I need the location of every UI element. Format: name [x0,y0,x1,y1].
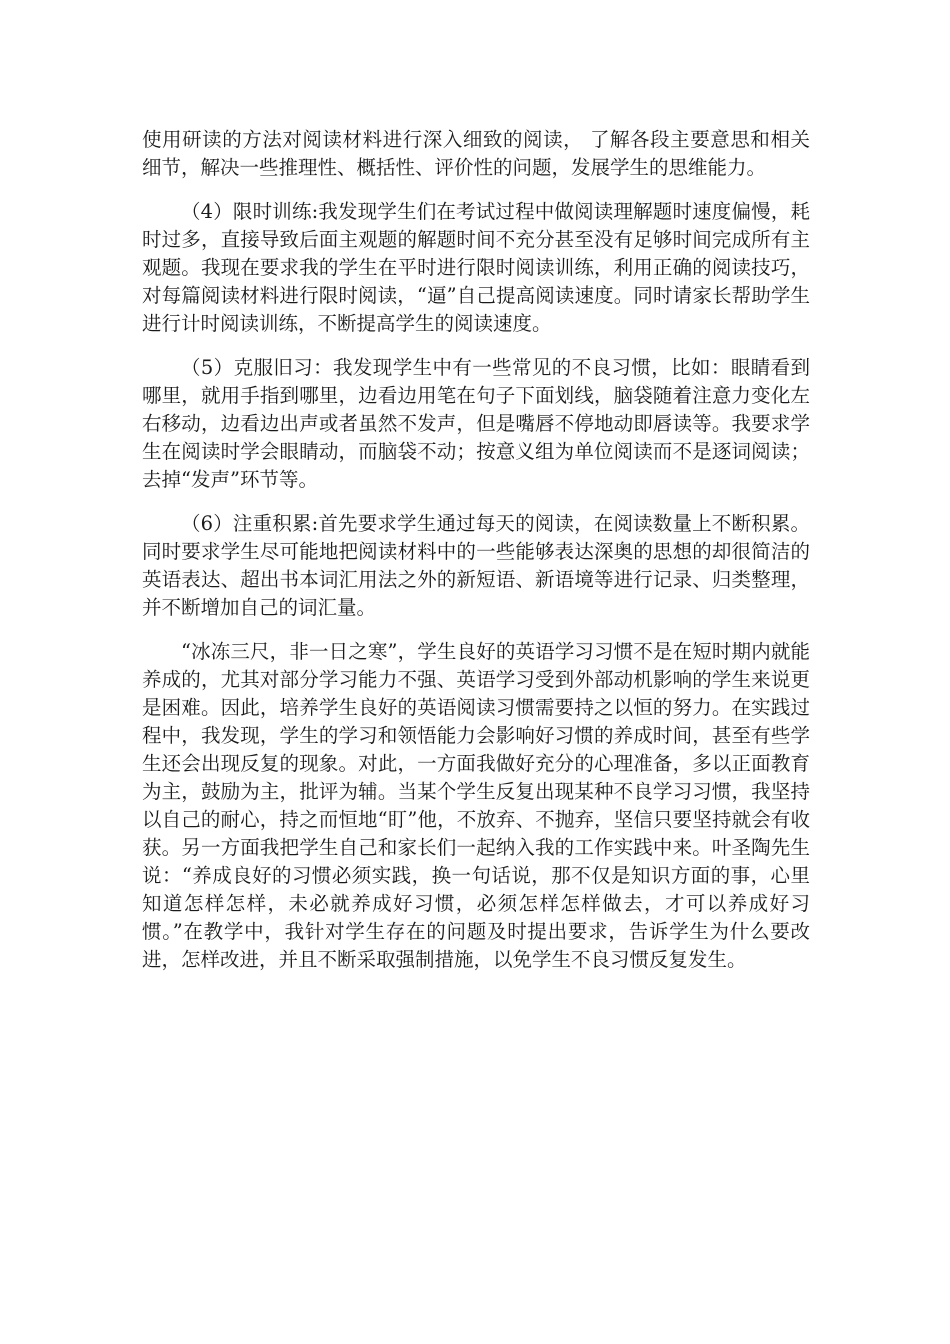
paragraph-accumulation: （6）注重积累:首先要求学生通过每天的阅读，在阅读数量上不断积累。同时要求学生尽可能地把阅读材料中的一些能够表达深奥的思想的却很简洁的英语表达、超出书本词汇用法之外的新短语、新语境等进行记录、归类整理，并不断增加自己的词汇量。 [142,512,810,619]
document-body [142,126,810,990]
paragraph-continuation: 使用研读的方法对阅读材料进行深入细致的阅读， 了解各段主要意思和相关细节，解决一些推理性、概括性、评价性的问题，发展学生的思维能力。 [142,128,810,179]
paragraph-overcome-habits: （5）克服旧习：我发现学生中有一些常见的不良习惯，比如：眼睛看到哪里，就用手指到哪里，边看边用笔在句子下面划线，脑袋随着注意力变化左右移动，边看边出声或者虽然不发声，但是嘴唇不停地动即唇读等。我要求学生在阅读时学会眼睛动，而脑袋不动；按意义组为单位阅读而不是逐词阅读；去掉“发声”环节等。 [142,356,810,491]
paragraph-perseverance: “冰冻三尺，非一日之寒”，学生良好的英语学习习惯不是在短时期内就能养成的，尤其对部分学习能力不强、英语学习受到外部动机影响的学生来说更是困难。因此，培养学生良好的英语阅读习惯需要持之以恒的努力。在实践过程中，我发现，学生的学习和领悟能力会影响好习惯的养成时间，甚至有些学生还会出现反复的现象。对此，一方面我做好充分的心理准备，多以正面教育为主，鼓励为主，批评为辅。当某个学生反复出现某种不良学习习惯，我坚持以自己的耐心，持之而恒地“盯”他，不放弃、不抛弃，坚信只要坚持就会有收获。另一方面我把学生自己和家长们一起纳入我的工作实践中来。叶圣陶先生说：“养成良好的习惯必须实践，换一句话说，那不仅是知识方面的事，心里知道怎样怎样，未必就养成好习惯，必须怎样怎样做去，才可以养成好习惯。”在教学中，我针对学生存在的问题及时提出要求，告诉学生为什么要改进，怎样改进，并且不断采取强制措施，以免学生不良习惯反复发生。 [142,640,810,971]
paragraph-timed-training: （4）限时训练:我发现学生们在考试过程中做阅读理解题时速度偏慢，耗时过多，直接导致后面主观题的解题时间不充分甚至没有足够时间完成所有主观题。我现在要求我的学生在平时进行限时阅读训练，利用正确的阅读技巧，对每篇阅读材料进行限时阅读，“逼”自己提高阅读速度。同时请家长帮助学生进行计时阅读训练，不断提高学生的阅读速度。 [142,200,810,335]
